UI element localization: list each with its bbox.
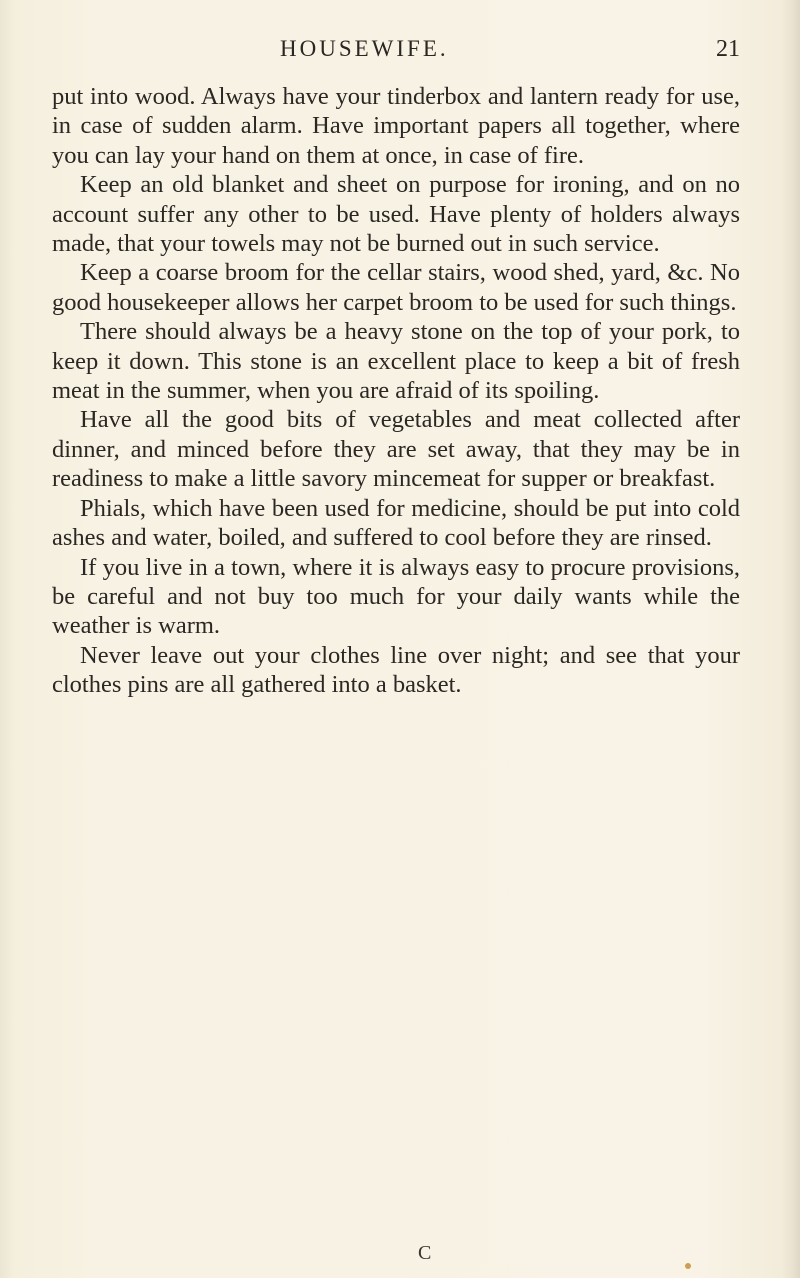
ink-spot (685, 1263, 691, 1269)
page-header (52, 32, 740, 66)
signature-mark: C (418, 1242, 432, 1264)
paragraph: Phials, which have been used for medicine, should be put into cold ashes and water, boiled, and suffered to cool before they are rinsed. (52, 494, 740, 552)
paragraph: Keep an old blanket and sheet on purpose for ironing, and on no account suffer any other to be used. Have plenty of holders always made, that your towels may not be burned out in such service. (52, 171, 740, 258)
running-head: HOUSEWIFE. (280, 36, 449, 61)
paragraph: Keep a coarse broom for the cellar stairs, wood shed, yard, &c. No good housekeeper allows her carpet broom to be used for such things. (52, 259, 740, 316)
paragraph: put into wood. Always have your tinderbox and lantern ready for use, in case of sudden alarm. Have important papers all together, where you can lay your hand on them at once, in case of fire. (52, 83, 740, 169)
paragraph: Never leave out your clothes line over night; and see that your clothes pins are all gathered into a basket. (52, 641, 740, 699)
paragraph: There should always be a heavy stone on the top of your pork, to keep it down. This stone is an excellent place to keep a bit of fresh meat in the summer, when you are afraid of its spoiling. (52, 318, 740, 405)
paragraph: Have all the good bits of vegetables and meat collected after dinner, and minced before they are set away, that they may be in readiness to make a little savory mincemeat for supper or breakfast. (52, 406, 740, 493)
page-number: 21 (716, 36, 740, 62)
page-left-shadow (0, 0, 14, 1278)
page-right-shadow (782, 0, 800, 1278)
body-text (52, 82, 740, 700)
paragraph: If you live in a town, where it is always easy to procure provisions, be careful and not buy too much for your daily wants while the weather is warm. (52, 553, 740, 640)
